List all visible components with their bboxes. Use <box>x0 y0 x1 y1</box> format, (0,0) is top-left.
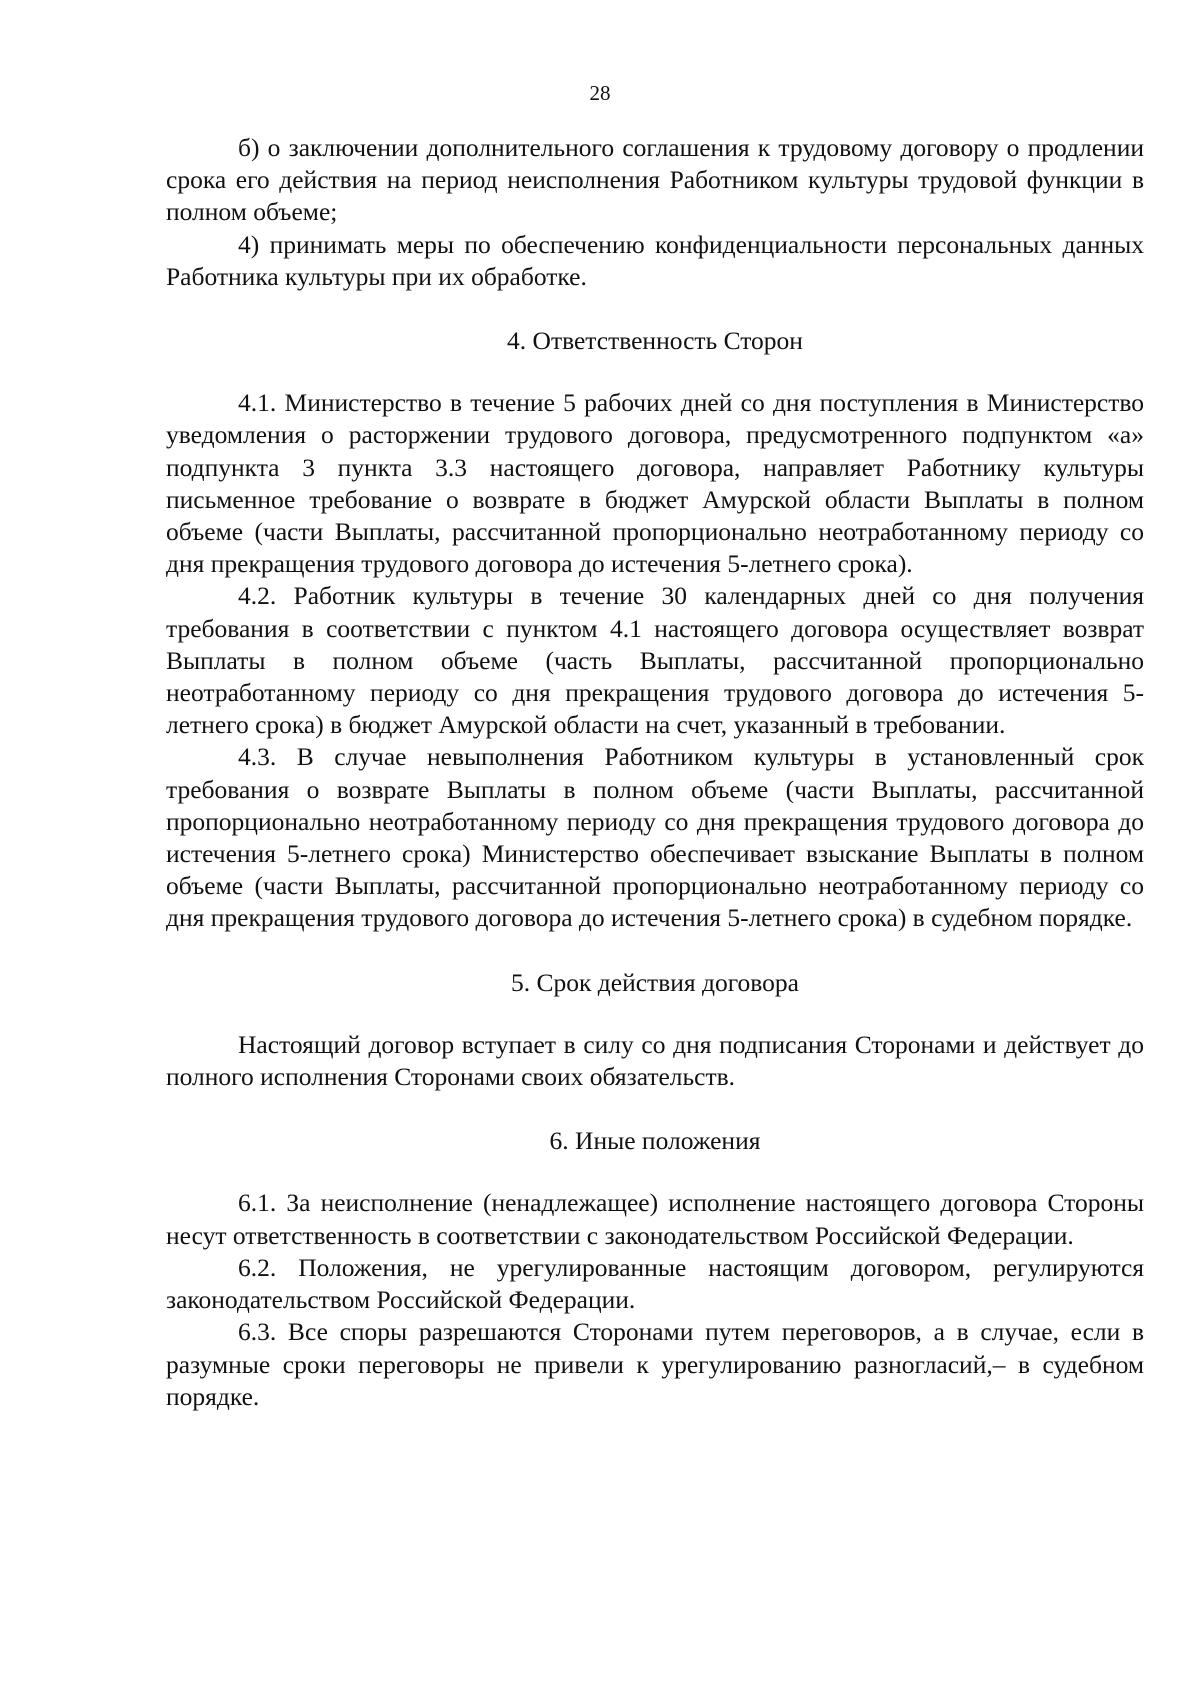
page-number: 28 <box>589 81 611 105</box>
clause-6-3: 6.3. Все споры разрешаются Сторонами путем переговоров, а в случае, если в разумные сроки переговоры не привели к урегулированию разногласий,– в судебном порядке. <box>166 1317 1144 1411</box>
section-heading-6-other-provisions: 6. Иные положения <box>549 1126 761 1156</box>
clause-5-term: Настоящий договор вступает в силу со дня подписания Сторонами и действует до полного исполнения Сторонами своих обязательств. <box>166 1029 1144 1092</box>
clause-4-2: 4.2. Работник культуры в течение 30 календарных дней со дня получения требования в соответствии с пунктом 4.1 настоящего договора осуществляет возврат Выплаты в полном объеме (часть Выплаты, рассчитанной пропорционально неотработанному периоду со дня прекращения трудового договора до истечения 5-летнего срока) в бюджет Амурской области на счет, указанный в требовании. <box>166 581 1144 740</box>
clause-4-3: 4.3. В случае невыполнения Работником культуры в установленный срок требования о возврате Выплаты в полном объеме (части Выплаты, рассчитанной пропорционально неотработанному периоду со дня прекращения трудового договора до истечения 5-летнего срока) Министерство обеспечивает взыскание Выплаты в полном объеме (части Выплаты, рассчитанной пропорционально неотработанному периоду со дня прекращения трудового договора до истечения 5-летнего срока) в судебном порядке. <box>166 742 1144 933</box>
clause-6-1: 6.1. За неисполнение (ненадлежащее) исполнение настоящего договора Стороны несут ответственность в соответствии с законодательством Российской Федерации. <box>166 1188 1144 1250</box>
spacer <box>166 1093 1144 1125</box>
clause-6-2: 6.2. Положения, не урегулированные настоящим договором, регулируются законодательством Российской Федерации. <box>166 1252 1144 1315</box>
clause-4-1: 4.1. Министерство в течение 5 рабочих дней со дня поступления в Министерство уведомления о расторжении трудового договора, предусмотренного подпунктом «а» подпункта 3 пункта 3.3 настоящего договора, направляет Работнику культуры письменное требование о возврате в бюджет Амурской области Выплаты в полном объеме (части Выплаты, рассчитанной пропорционально неотработанному периоду со дня прекращения трудового договора до истечения 5-летнего срока). <box>166 388 1144 579</box>
spacer <box>166 357 1144 387</box>
paragraph-b-additional-agreement: б) о заключении дополнительного соглашения к трудовому договору о продлении срока его действия на период неисполнения Работником культуры трудовой функции в полном объеме; <box>166 133 1144 227</box>
spacer <box>166 1157 1144 1187</box>
section-heading-4-responsibility: 4. Ответственность Сторон <box>507 326 803 356</box>
paragraph-4-confidentiality: 4) принимать меры по обеспечению конфиденциальности персональных данных Работника культуры при их обработке. <box>166 229 1144 291</box>
section-heading-5-term: 5. Срок действия договора <box>511 967 799 997</box>
spacer <box>166 999 1144 1029</box>
document-body <box>166 132 1144 1413</box>
spacer <box>166 935 1144 967</box>
spacer <box>166 293 1144 325</box>
